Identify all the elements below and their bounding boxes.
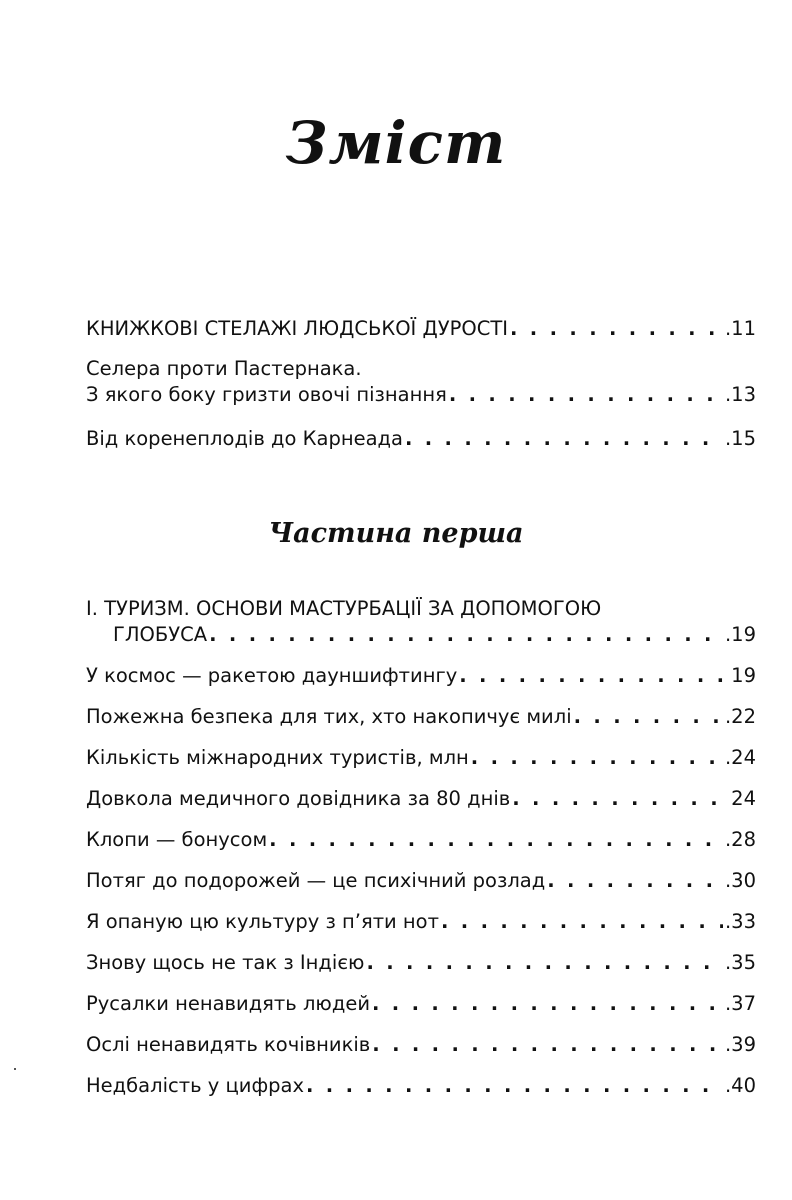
toc-entry[interactable]	[86, 426, 756, 452]
toc-entry[interactable]	[86, 663, 756, 689]
toc-entry[interactable]	[86, 950, 756, 976]
toc-page-number: .33	[724, 910, 756, 933]
dot-leader	[574, 704, 723, 730]
toc-entry-title: Клопи — бонусом	[86, 828, 268, 851]
dot-leader	[209, 622, 723, 648]
toc-entry-title-line1: І. ТУРИЗМ. ОСНОВИ МАСТУРБАЦІЇ ЗА ДОПОМОГОЮ	[86, 597, 602, 620]
part-title: Частина перша	[268, 518, 524, 549]
dot-leader	[459, 663, 729, 689]
toc-entry[interactable]	[86, 909, 756, 935]
toc-page-number: .35	[724, 951, 756, 974]
toc-entry-title: Від коренеплодів до Карнеада	[86, 427, 403, 450]
dot-leader	[372, 1032, 723, 1058]
toc-page-number: .22	[724, 705, 756, 728]
contents-title: Зміст	[285, 109, 507, 177]
toc-page-number: .24	[724, 746, 756, 769]
toc-page-number: 19	[731, 664, 756, 687]
toc-entry[interactable]	[86, 596, 756, 648]
dot-leader	[441, 909, 723, 935]
toc-entry[interactable]	[86, 316, 756, 342]
toc-page-number: .15	[724, 427, 756, 450]
dot-leader	[405, 426, 723, 452]
toc-page-number: .40	[724, 1074, 756, 1097]
dot-leader	[547, 868, 723, 894]
toc-entry-title: Кількість міжнародних туристів, млн	[86, 746, 469, 769]
toc-entry[interactable]	[86, 1032, 756, 1058]
toc-entry[interactable]	[86, 704, 756, 730]
toc-entry[interactable]	[86, 786, 756, 812]
toc-entry-title-line1: Селера проти Пастернака.	[86, 357, 362, 380]
print-speck	[14, 1068, 16, 1070]
toc-entry[interactable]	[86, 1073, 756, 1099]
toc-entry-title: Пожежна безпека для тих, хто накопичує милі	[86, 705, 572, 728]
toc-entry[interactable]	[86, 868, 756, 894]
toc-entry[interactable]	[86, 827, 756, 853]
toc-entry[interactable]	[86, 356, 756, 408]
toc-entry-title: КНИЖКОВІ СТЕЛАЖІ ЛЮДСЬКОЇ ДУРОСТІ	[86, 317, 509, 340]
dot-leader	[306, 1073, 723, 1099]
toc-entry-title: ГЛОБУСА	[113, 623, 208, 646]
toc-page-number: .37	[724, 992, 756, 1015]
toc-page-number: .19	[724, 623, 756, 646]
toc-entry-title: Ослі ненавидять кочівників	[86, 1033, 371, 1056]
toc-entry-title: Я опаную цю культуру з п’яти нот	[86, 910, 439, 933]
dot-leader	[372, 991, 723, 1017]
toc-entry-title: Недбалість у цифрах	[86, 1074, 304, 1097]
dot-leader	[366, 950, 723, 976]
toc-entry-title: У космос — ракетою дауншифтингу	[86, 664, 458, 687]
dot-leader	[449, 382, 723, 408]
dot-leader	[269, 827, 723, 853]
dot-leader	[512, 786, 729, 812]
dot-leader	[471, 745, 723, 771]
toc-page-number: .28	[724, 828, 756, 851]
toc-entry-title: Знову щось не так з Індією	[86, 951, 365, 974]
toc-page-number: .30	[724, 869, 756, 892]
toc-page-number: .11	[724, 317, 756, 340]
toc-entry[interactable]	[86, 991, 756, 1017]
toc-entry[interactable]	[86, 745, 756, 771]
dot-leader	[510, 316, 723, 342]
toc-entry-title: Потяг до подорожей — це психічний розлад	[86, 869, 546, 892]
toc-page-number: 24	[731, 787, 756, 810]
toc-entry-title: Русалки ненавидять людей	[86, 992, 370, 1015]
toc-entry-title: Довкола медичного довідника за 80 днів	[86, 787, 511, 810]
toc-entry-title: З якого боку гризти овочі пізнання	[86, 383, 447, 406]
toc-page-number: .13	[724, 383, 756, 406]
toc-page-number: .39	[724, 1033, 756, 1056]
